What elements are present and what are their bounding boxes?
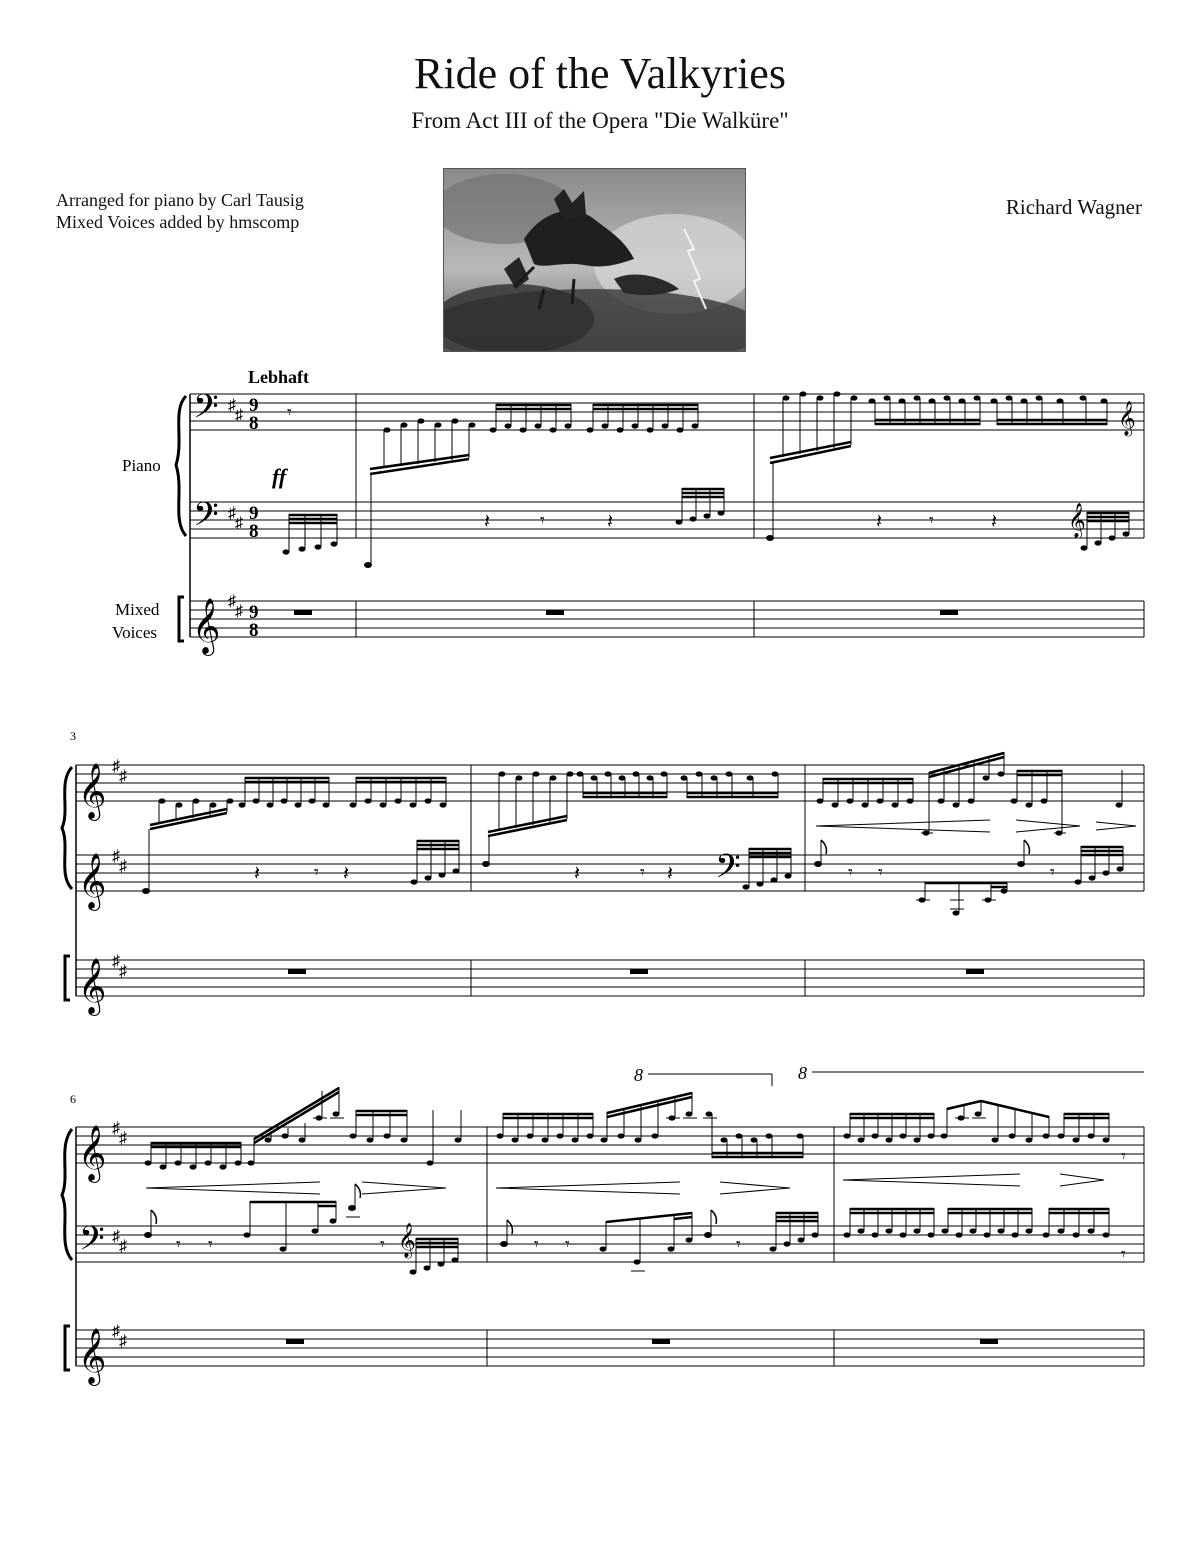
system-2 <box>62 729 1144 1016</box>
piano-brace <box>176 396 186 536</box>
quarter-rest-icon: 𝄽 <box>574 863 581 885</box>
crescendo-hairpin <box>843 1174 1020 1186</box>
sharp-icon: ♯ <box>119 963 127 980</box>
note-group <box>411 840 460 885</box>
sharp-icon: ♯ <box>112 1228 120 1245</box>
eighth-rest-icon: 𝄾 <box>208 1234 213 1254</box>
sharp-icon: ♯ <box>119 1333 127 1350</box>
sharp-icon: ♯ <box>119 1130 127 1147</box>
eighth-rest-icon: 𝄾 <box>640 862 645 882</box>
note-group <box>150 798 234 829</box>
diminuendo-hairpin <box>720 1182 790 1194</box>
quarter-rest-icon: 𝄽 <box>484 511 491 533</box>
piano-upper-staff-2 <box>76 765 1144 801</box>
system-3 <box>62 1063 1144 1386</box>
bass-clef-icon: 𝄢 <box>79 1220 105 1265</box>
bass-clef-icon: 𝄢 <box>193 496 219 541</box>
diminuendo-hairpin <box>362 1182 446 1194</box>
time-signature-bottom: 8 <box>249 620 259 641</box>
sharp-icon: ♯ <box>119 858 127 875</box>
eighth-rest-icon: 𝄾 <box>1050 862 1055 882</box>
piano-lower-staff-3 <box>76 1226 1144 1262</box>
time-signature <box>249 395 259 641</box>
diminuendo-hairpin <box>1060 1174 1104 1186</box>
note-group <box>770 391 858 463</box>
voices-credit: Mixed Voices added by hmscomp <box>56 212 300 232</box>
eighth-rest-icon: 𝄾 <box>878 862 883 882</box>
note-group <box>497 1113 594 1143</box>
whole-rest-icon <box>980 1339 998 1344</box>
whole-rest-icon <box>966 969 984 974</box>
quarter-rest-icon: 𝄽 <box>876 511 883 533</box>
diminuendo-hairpin <box>1016 820 1080 832</box>
eighth-rest-icon: 𝄾 <box>380 1234 385 1254</box>
whole-rest-icon <box>286 1339 304 1344</box>
sharp-icon: ♯ <box>235 407 243 424</box>
sharp-icon: ♯ <box>235 603 243 620</box>
sharp-icon: ♯ <box>112 758 120 775</box>
bass-clef-icon: 𝄢 <box>193 388 219 433</box>
eighth-rest-icon: 𝄾 <box>1121 1146 1126 1166</box>
eighth-rest-icon: 𝄾 <box>287 402 292 422</box>
ottava-marking: 8 <box>798 1063 807 1083</box>
quarter-rest-icon: 𝄽 <box>343 863 350 885</box>
eighth-rest-icon: 𝄾 <box>534 1234 539 1254</box>
piano-lower-staff-2 <box>76 855 1144 891</box>
treble-clef-icon: 𝄞 <box>78 1330 107 1383</box>
treble-clef-icon: 𝄞 <box>192 600 221 653</box>
time-signature-top: 9 <box>249 395 259 416</box>
time-signature-top: 9 <box>249 503 259 524</box>
note-group <box>844 1113 935 1143</box>
dynamic-marking: ff <box>272 464 287 489</box>
whole-rest-icon <box>652 1339 670 1344</box>
time-signature-bottom: 8 <box>249 413 259 434</box>
crescendo-hairpin <box>146 1182 320 1194</box>
note-group <box>817 778 914 808</box>
arranger-credit: Arranged for piano by Carl Tausig <box>56 190 304 210</box>
treble-clef-icon: 𝄞 <box>398 1224 416 1257</box>
note-group <box>577 771 779 798</box>
eighth-rest-icon: 𝄾 <box>848 862 853 882</box>
eighth-rest-icon: 𝄾 <box>736 1234 741 1254</box>
system-1 <box>112 367 1144 656</box>
note-group <box>844 1208 1110 1238</box>
eighth-rest-icon: 𝄾 <box>314 862 319 882</box>
instrument-label-voices: Mixed <box>115 600 160 619</box>
note-group <box>921 770 1123 836</box>
quarter-rest-icon: 𝄽 <box>254 863 261 885</box>
sharp-icon: ♯ <box>112 1120 120 1137</box>
diminuendo-hairpin <box>1096 822 1136 830</box>
crescendo-hairpin <box>816 820 990 832</box>
whole-rest-icon <box>294 610 312 615</box>
eighth-rest-icon: 𝄾 <box>565 1234 570 1254</box>
sharp-icon: ♯ <box>228 505 236 522</box>
note-group <box>916 882 1008 916</box>
treble-clef-icon: 𝄞 <box>1068 504 1086 537</box>
note-group <box>145 1142 242 1170</box>
measure-number: 6 <box>70 1092 76 1106</box>
tempo-marking: Lebhaft <box>248 367 310 387</box>
note-group <box>601 1092 698 1143</box>
note-group <box>283 514 338 555</box>
composer-name: Richard Wagner <box>1005 195 1142 219</box>
quarter-rest-icon: 𝄽 <box>667 863 674 885</box>
note-group <box>770 1212 819 1252</box>
note-group <box>410 1238 459 1275</box>
quarter-rest-icon: 𝄽 <box>607 511 614 533</box>
voices-bracket <box>65 956 70 1000</box>
note-group <box>490 404 699 433</box>
sharp-icon: ♯ <box>112 953 120 970</box>
piano-brace <box>62 1129 72 1260</box>
measure-number: 3 <box>70 729 76 743</box>
note-group <box>1058 1113 1110 1143</box>
sharp-icon: ♯ <box>112 1323 120 1340</box>
sharp-icon: ♯ <box>228 397 236 414</box>
whole-rest-icon <box>940 610 958 615</box>
piano-upper-staff-3 <box>76 1127 1144 1163</box>
treble-clef-icon: 𝄞 <box>78 960 107 1013</box>
sharp-icon: ♯ <box>235 515 243 532</box>
treble-clef-icon: 𝄞 <box>78 1127 107 1180</box>
eighth-rest-icon: 𝄾 <box>540 510 545 530</box>
voices-bracket <box>179 597 184 641</box>
voices-staff-2 <box>76 960 1144 996</box>
note-group <box>488 771 574 836</box>
note-group <box>350 1110 462 1166</box>
eighth-rest-icon: 𝄾 <box>176 1234 181 1254</box>
voices-staff-1 <box>190 601 1144 637</box>
instrument-label-piano: Piano <box>122 456 161 475</box>
sharp-icon: ♯ <box>119 768 127 785</box>
sharp-icon: ♯ <box>119 1238 127 1255</box>
voices-bracket <box>65 1326 70 1370</box>
note-group <box>1075 846 1124 885</box>
quarter-rest-icon: 𝄽 <box>991 511 998 533</box>
time-signature-top: 9 <box>249 602 259 623</box>
whole-rest-icon <box>630 969 648 974</box>
voices-staff-3 <box>76 1330 1144 1366</box>
note-group <box>370 418 476 474</box>
note-group <box>1081 512 1130 551</box>
eighth-rest-icon: 𝄾 <box>929 510 934 530</box>
page-title: Ride of the Valkyries <box>414 49 786 98</box>
sharp-icon: ♯ <box>228 593 236 610</box>
note-group <box>676 488 725 525</box>
treble-clef-icon: 𝄞 <box>78 765 107 818</box>
eighth-rest-icon: 𝄾 <box>1121 1244 1126 1264</box>
page-subtitle: From Act III of the Opera "Die Walküre" <box>411 108 789 133</box>
sharp-icon: ♯ <box>112 848 120 865</box>
treble-clef-icon: 𝄞 <box>78 855 107 908</box>
crescendo-hairpin <box>496 1182 680 1194</box>
bass-clef-icon: 𝄢 <box>715 848 741 893</box>
whole-rest-icon <box>288 969 306 974</box>
note-group <box>703 1111 804 1158</box>
piano-brace <box>62 767 72 889</box>
instrument-label-voices-2: Voices <box>112 623 158 642</box>
note-group <box>743 848 792 890</box>
treble-clef-icon: 𝄞 <box>1118 402 1136 435</box>
ottava-marking: 8 <box>634 1065 643 1085</box>
time-signature-bottom: 8 <box>249 521 259 542</box>
whole-rest-icon <box>546 610 564 615</box>
